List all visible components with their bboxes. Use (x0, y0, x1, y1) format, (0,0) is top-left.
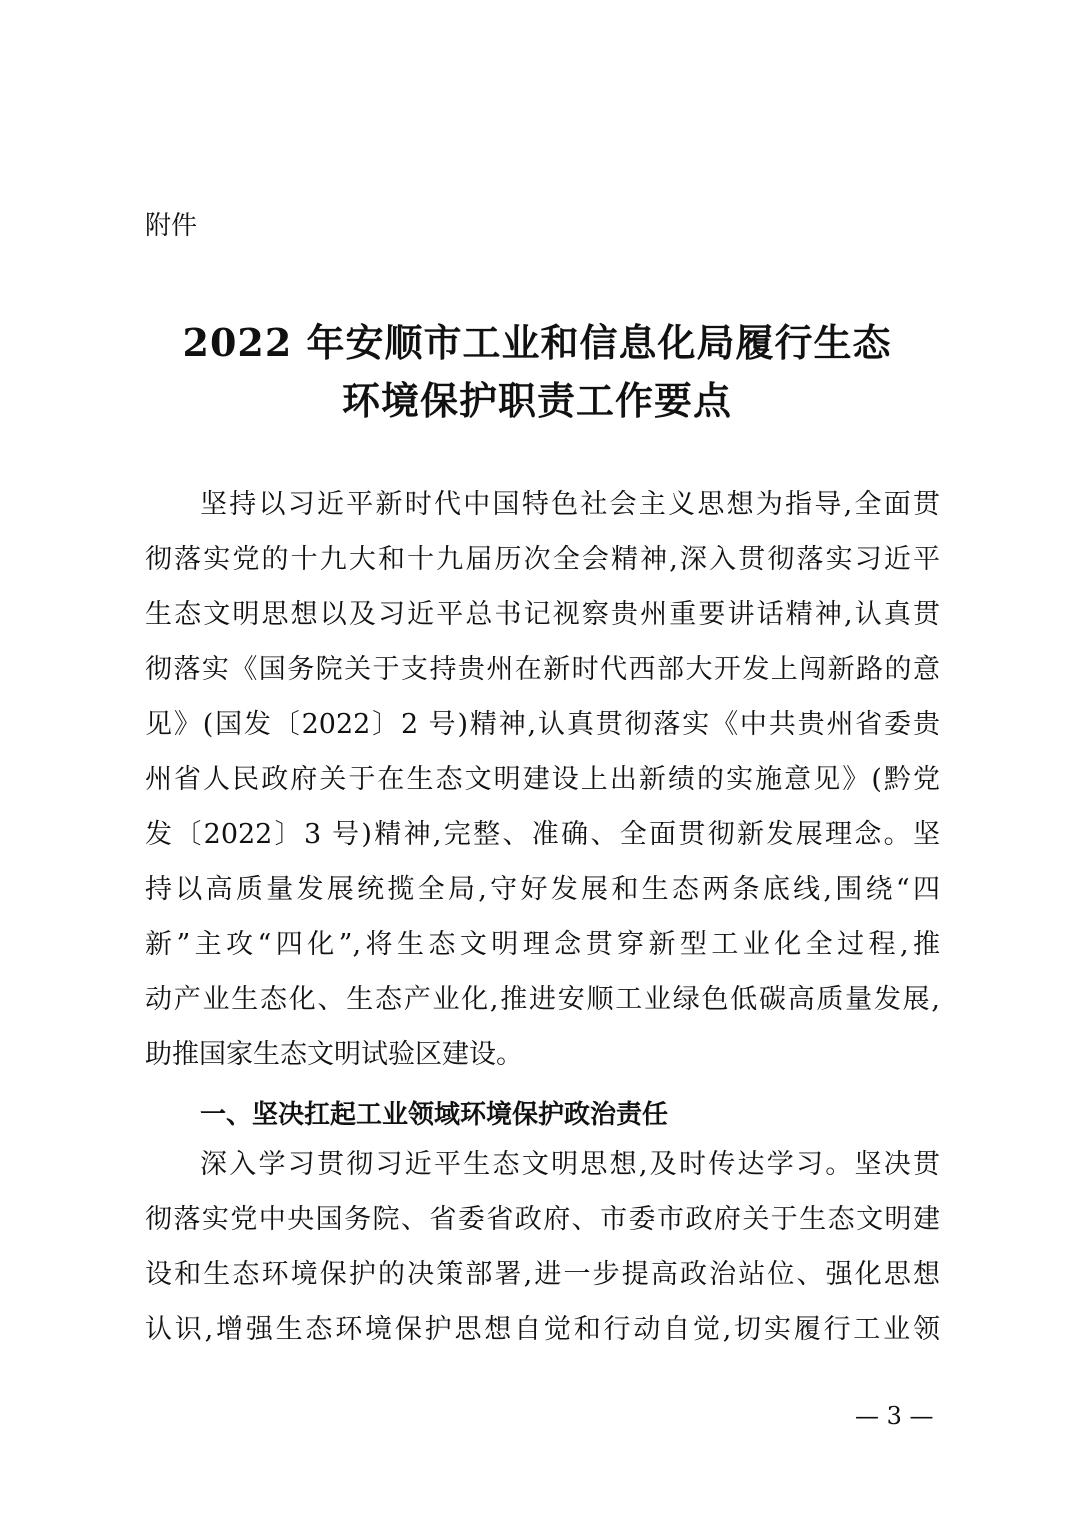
document-title-line-1: 2022 年安顺市工业和信息化局履行生态 (182, 320, 892, 365)
section-line: 彻落实党中央国务院、省委省政府、市委市政府关于生态文明建 (145, 1204, 940, 1235)
paragraph-line: 动产业生态化、生态产业化,推进安顺工业绿色低碳高质量发展, (145, 984, 940, 1015)
paragraph-line: 彻落实党的十九大和十九届历次全会精神,深入贯彻落实习近平 (145, 544, 940, 575)
paragraph-line: 发〔2022〕3 号)精神,完整、准确、全面贯彻新发展理念。坚 (145, 819, 940, 850)
attachment-label: 附件 (145, 211, 198, 241)
paragraph-line: 持以高质量发展统揽全局,守好发展和生态两条底线,围绕“四 (145, 874, 940, 905)
paragraph-line: 新”主攻“四化”,将生态文明理念贯穿新型工业化全过程,推 (145, 929, 940, 960)
paragraph-line: 助推国家生态文明试验区建设。 (145, 1039, 523, 1070)
paragraph-line: 见》(国发〔2022〕2 号)精神,认真贯彻落实《中共贵州省委贵 (145, 709, 940, 740)
page-number: — 3 — (855, 1402, 934, 1430)
paragraph-line: 生态文明思想以及习近平总书记视察贵州重要讲话精神,认真贯 (145, 599, 940, 630)
paragraph-line: 州省人民政府关于在生态文明建设上出新绩的实施意见》(黔党 (145, 764, 940, 795)
document-title-line-2: 环境保护职责工作要点 (341, 378, 732, 423)
paragraph-line: 彻落实《国务院关于支持贵州在新时代西部大开发上闯新路的意 (145, 654, 940, 685)
paragraph-line: 坚持以习近平新时代中国特色社会主义思想为指导,全面贯 (200, 489, 940, 520)
section-heading: 一、坚决扛起工业领域环境保护政治责任 (200, 1100, 669, 1130)
section-line: 认识,增强生态环境保护思想自觉和行动自觉,切实履行工业领 (145, 1314, 940, 1345)
section-line: 设和生态环境保护的决策部署,进一步提高政治站位、强化思想 (145, 1259, 940, 1290)
section-line: 深入学习贯彻习近平生态文明思想,及时传达学习。坚决贯 (200, 1149, 940, 1180)
